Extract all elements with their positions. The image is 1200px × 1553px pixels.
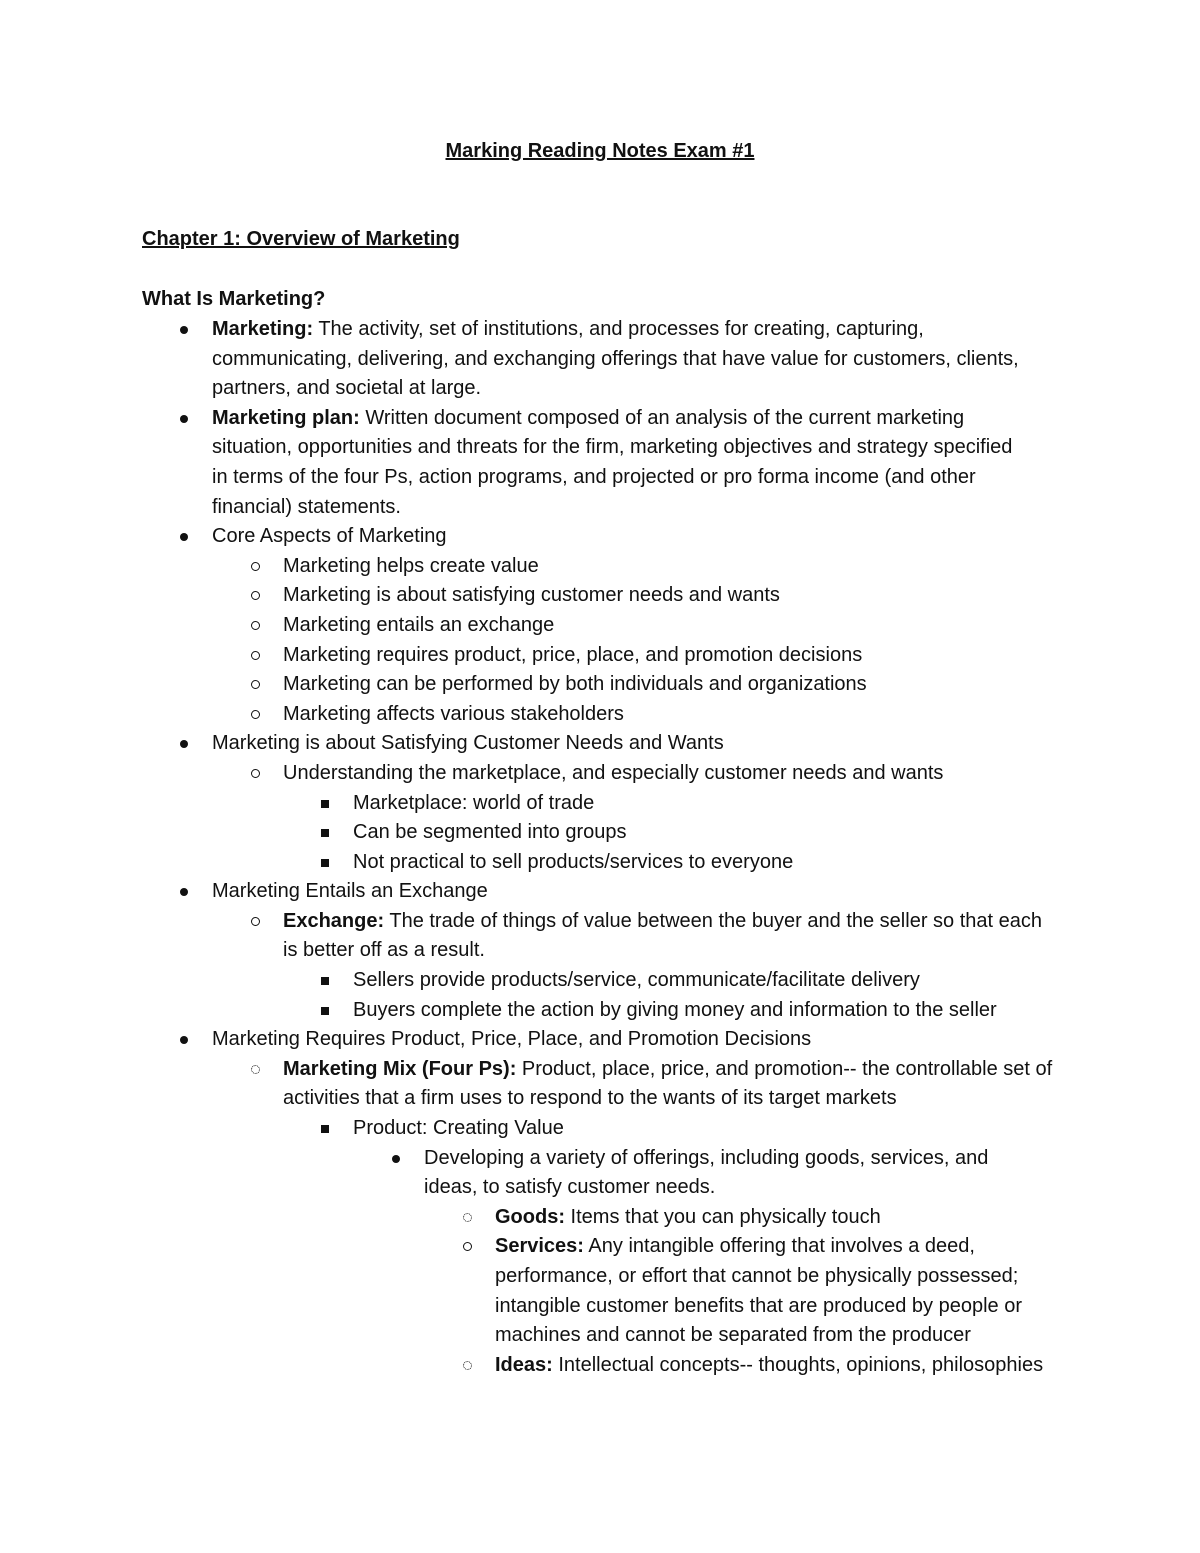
term-label: Marketing Mix (Four Ps): [283,1057,517,1080]
dotted-circle-bullet-icon [245,1055,265,1085]
list-item-text [495,1351,1065,1381]
disc-bullet-icon [174,522,194,552]
list-item [0,1114,1200,1144]
document-title: Marking Reading Notes Exam #1 [445,140,755,162]
definition-text: Marketing requires product, price, place, and promotion decisions [283,643,863,666]
list-item-text [283,1055,1058,1114]
disc-bullet-icon [174,404,194,434]
square-bullet-icon [315,818,335,848]
circle-bullet-icon [457,1232,477,1262]
list-item-text [283,907,1058,966]
chapter-heading: Chapter 1: Overview of Marketing [142,228,460,250]
definition-text: Developing a variety of offerings, including goods, services, and ideas, to satisfy customer needs. [424,1146,989,1199]
definition-text: The activity, set of institutions, and processes for creating, capturing, communicating, delivering, and exchanging offerings that have value for customers, clients, partners, and societal at large. [212,318,1019,400]
dotted-circle-bullet-icon [457,1351,477,1381]
list-item [0,1144,1200,1203]
list-item [0,759,1200,789]
list-item-text [212,729,1032,759]
list-item-text [283,581,1058,611]
disc-bullet-icon [174,315,194,345]
disc-bullet-icon [174,877,194,907]
list-item-text [353,966,1058,996]
definition-text: Product, place, price, and promotion-- the controllable set of activities that a firm uses to respond to the wants of its target markets [283,1057,1053,1110]
list-item-text [353,818,1058,848]
list-item-text [353,848,1058,878]
list-item-text [495,1203,1065,1233]
list-item-text [212,404,1032,522]
square-bullet-icon [315,1114,335,1144]
circle-bullet-icon [245,641,265,671]
dotted-circle-bullet-icon [457,1203,477,1233]
circle-bullet-icon [245,670,265,700]
list-item-text [212,877,1032,907]
list-item-text [212,315,1032,404]
list-item [0,907,1200,966]
square-bullet-icon [315,996,335,1026]
list-item-text [424,1144,1044,1203]
list-item-text [283,641,1058,671]
list-item [0,522,1200,552]
definition-text: Product: Creating Value [353,1117,564,1140]
list-item-text [283,552,1058,582]
definition-text: Marketing affects various stakeholders [283,702,624,725]
disc-bullet-icon [174,1025,194,1055]
list-item [0,996,1200,1026]
square-bullet-icon [315,966,335,996]
definition-text: Items that you can physically touch [565,1205,881,1228]
list-item [0,1025,1200,1055]
list-item [0,670,1200,700]
circle-bullet-icon [245,759,265,789]
definition-text: Marketing is about satisfying customer needs and wants [283,584,780,607]
list-item-text [495,1232,1065,1350]
square-bullet-icon [315,789,335,819]
definition-text: Marketing can be performed by both individuals and organizations [283,673,867,696]
list-item-text [283,700,1058,730]
list-item-text [283,670,1058,700]
list-item [0,848,1200,878]
list-item [0,789,1200,819]
list-item [0,1055,1200,1114]
definition-text: Marketing Entails an Exchange [212,880,488,903]
list-item-text [353,996,1058,1026]
list-item [0,315,1200,404]
list-item [0,818,1200,848]
disc-bullet-icon [386,1144,406,1174]
list-item-text [283,759,1058,789]
list-item [0,641,1200,671]
list-item-text [353,789,1058,819]
definition-text: The trade of things of value between the buyer and the seller so that each is better off as a result. [283,909,1042,962]
list-item-text [212,1025,1032,1055]
list-item [0,552,1200,582]
circle-bullet-icon [245,552,265,582]
disc-bullet-icon [174,729,194,759]
section-heading: What Is Marketing? [142,288,326,310]
list-item [0,700,1200,730]
circle-bullet-icon [245,611,265,641]
definition-text: Marketing entails an exchange [283,613,555,636]
list-item [0,966,1200,996]
list-item [0,1232,1200,1350]
term-label: Exchange: [283,909,385,932]
list-item [0,877,1200,907]
term-label: Services: [495,1235,584,1258]
list-item-text [283,611,1058,641]
definition-text: Sellers provide products/service, communicate/facilitate delivery [353,969,920,992]
list-item [0,1351,1200,1381]
term-label: Ideas: [495,1353,553,1376]
term-label: Marketing plan: [212,406,360,429]
definition-text: Not practical to sell products/services to everyone [353,850,794,873]
list-item-text [212,522,1032,552]
term-label: Goods: [495,1205,565,1228]
circle-bullet-icon [245,581,265,611]
list-item [0,729,1200,759]
definition-text: Marketing helps create value [283,554,539,577]
term-label: Marketing: [212,318,314,340]
list-item-text [353,1114,1058,1144]
definition-text: Any intangible offering that involves a deed, performance, or effort that cannot be physically possessed; intangible customer benefits that are produced by people or machines and cannot be separated from the producer [495,1235,1023,1347]
definition-text: Buyers complete the action by giving money and information to the seller [353,998,997,1021]
list-item [0,1203,1200,1233]
definition-text: Marketing Requires Product, Price, Place, and Promotion Decisions [212,1028,812,1051]
circle-bullet-icon [245,700,265,730]
definition-text: Marketing is about Satisfying Customer Needs and Wants [212,732,724,755]
definition-text: Written document composed of an analysis of the current marketing situation, opportunities and threats for the firm, marketing objectives and strategy specified in terms of the four Ps, action programs, and projected or pro forma income (and other financial) statements. [212,406,1013,518]
square-bullet-icon [315,848,335,878]
list-item [0,581,1200,611]
definition-text: Intellectual concepts-- thoughts, opinions, philosophies [552,1353,1044,1376]
notes-list [0,315,1200,1380]
definition-text: Understanding the marketplace, and especially customer needs and wants [283,761,944,784]
definition-text: Can be segmented into groups [353,821,627,844]
definition-text: Marketplace: world of trade [353,791,595,814]
list-item [0,611,1200,641]
circle-bullet-icon [245,907,265,937]
definition-text: Core Aspects of Marketing [212,525,447,548]
list-item [0,404,1200,522]
